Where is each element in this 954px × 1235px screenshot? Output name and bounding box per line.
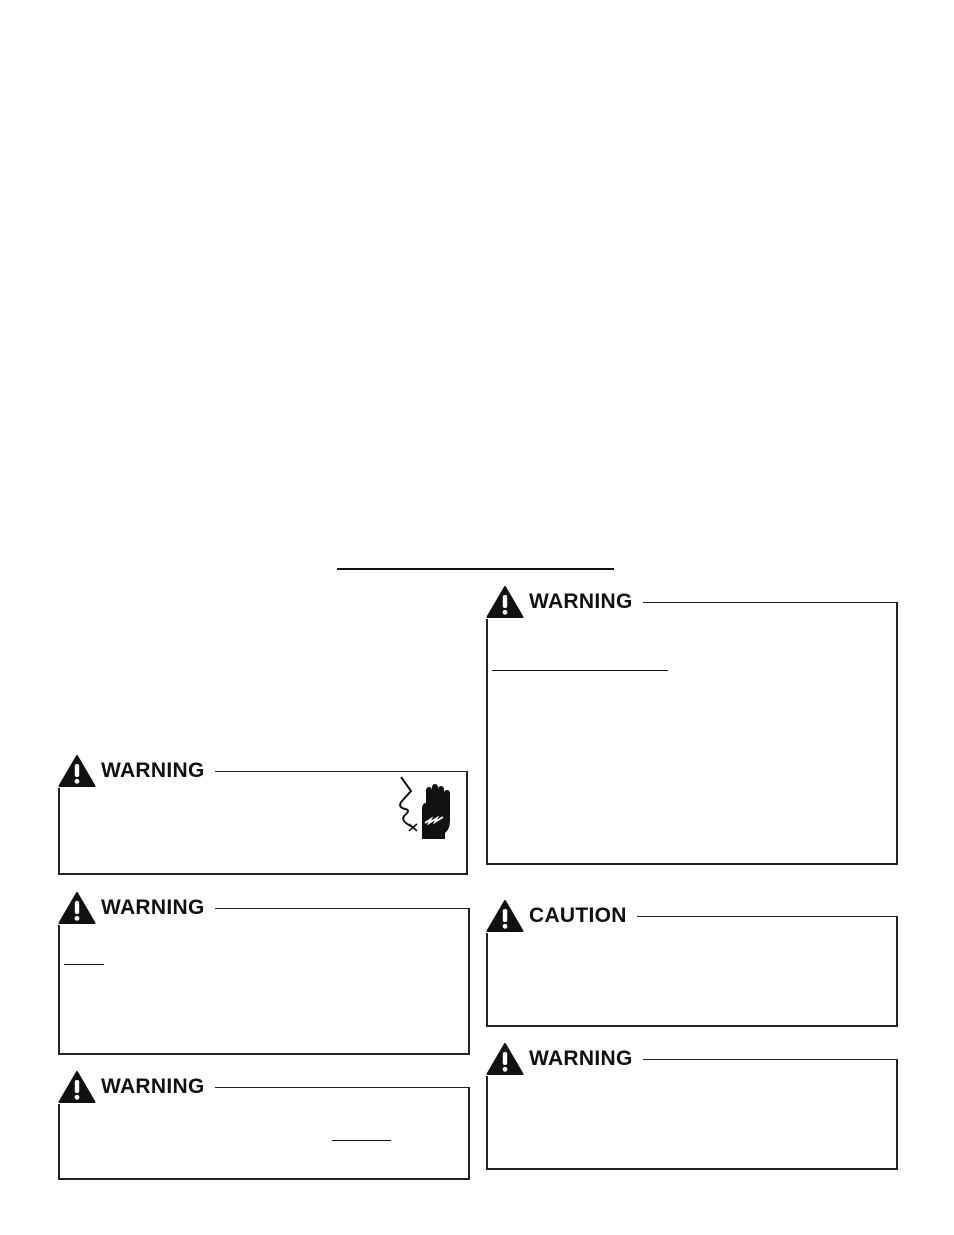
warning-triangle-icon	[486, 899, 524, 933]
warning-panel-4	[486, 602, 898, 865]
warning-panel-2-header	[58, 891, 215, 925]
warning-panel-5-header	[486, 1042, 643, 1076]
warning-triangle-icon	[58, 1070, 96, 1104]
warning-triangle-icon	[58, 891, 96, 925]
warning-panel-2	[58, 908, 470, 1055]
warning-panel-1-signal-word: WARNING	[101, 759, 205, 782]
caution-panel-header	[486, 899, 637, 933]
warning-panel-4-signal-word: WARNING	[529, 590, 633, 613]
warning-panel-1-header	[58, 754, 215, 788]
warning-panel-3-header	[58, 1070, 215, 1104]
warning-triangle-icon	[58, 754, 96, 788]
warning-panel-4-underline	[492, 670, 668, 671]
caution-panel-signal-word: CAUTION	[529, 904, 627, 927]
warning-panel-5-signal-word: WARNING	[529, 1047, 633, 1070]
warning-panel-4-header	[486, 585, 643, 619]
warning-panel-3-underline	[332, 1140, 391, 1141]
warning-panel-2-underline	[64, 964, 104, 965]
warning-panel-3-signal-word: WARNING	[101, 1075, 205, 1098]
warning-panel-2-signal-word: WARNING	[101, 896, 205, 919]
warning-triangle-icon	[486, 1042, 524, 1076]
warning-triangle-icon	[486, 585, 524, 619]
electric-shock-hand-icon	[391, 775, 453, 841]
section-heading-underline	[337, 568, 614, 570]
